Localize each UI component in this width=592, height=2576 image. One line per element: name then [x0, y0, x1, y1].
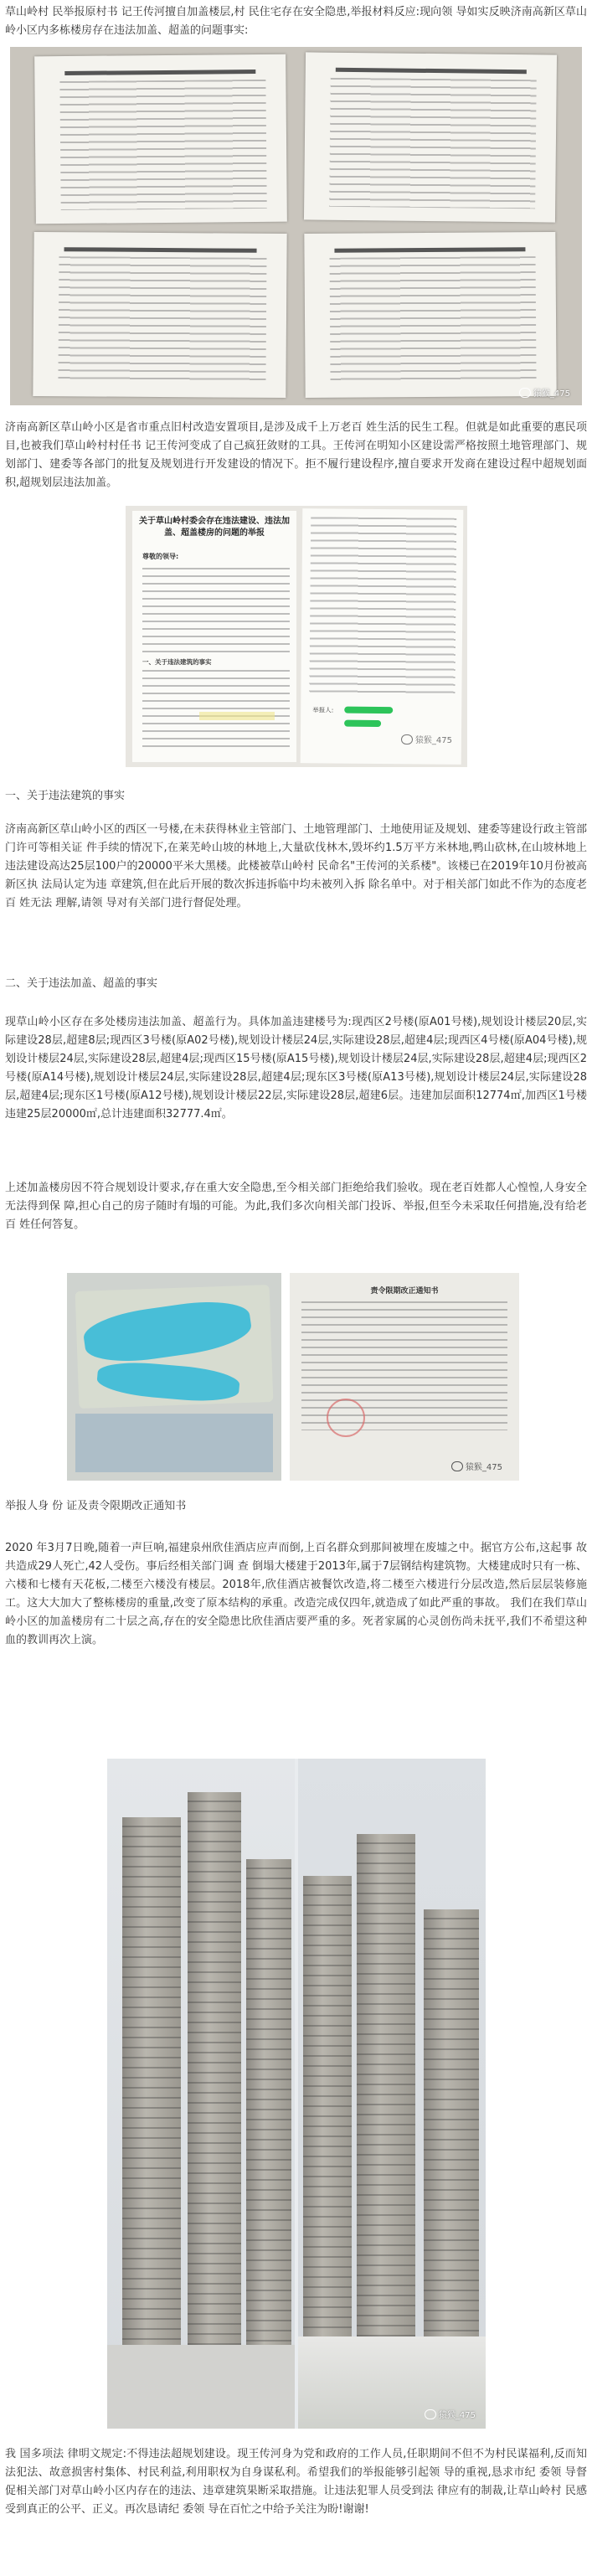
section-heading-illegal-buildings: 一、关于违法建筑的事实 [5, 790, 126, 802]
safety-paragraph: 上述加盖楼房因不符合规划设计要求,存在重大安全隐患,至今相关部门拒绝给我们验收。现在老百姓都人心惶惶,人身安全无法得到保 障,担心自己的房子随时有塌的可能。为此,我们多次向相关部门投诉、举报,但至今未采取任何措施,没有给老百 姓任何答复。 [5, 1182, 587, 1231]
report-salutation: 尊敬的领导: [142, 553, 179, 560]
project-paragraph: 济南高新区草山岭小区是省市重点旧村改造安置项目,是涉及成千上万老百 姓生活的民生工程。但就是如此重要的惠民项目,也被我们草山岭村村任书 记王传河变成了自己疯狂敛财的工具。王传河在明知小区建设需严格按照土地管理部门、规划部门、建委等各部门的批复及规划进行开发建设的情况下。拒不履行建设程序,擅自要求开发商在建设过程中超规划面积,超规划层违法加盖。 [5, 421, 587, 489]
id-card-photo [67, 1273, 281, 1481]
building-photo-left [107, 1759, 295, 2429]
building-photo-right [298, 1759, 486, 2429]
building [188, 1792, 241, 2429]
report-page-left [132, 511, 296, 762]
green-redaction-2 [344, 720, 381, 727]
intro-paragraph: 草山岭村 民举报原村书 记王传河擅自加盖楼层,村 民住宅存在安全隐患,举报材料反应:现向领 导如实反映济南高新区草山岭小区内多栋楼房存在违法加盖、超盖的问题事实: [5, 6, 587, 37]
building [357, 1834, 415, 2345]
building [303, 1876, 352, 2345]
report-heading: 一、关于违法建筑的事实 [142, 658, 212, 666]
photo-documents-grid [10, 47, 582, 405]
building [424, 1909, 479, 2345]
notice-title: 责令限期改正通知书 [370, 1287, 439, 1296]
report-page-right [301, 508, 464, 765]
report-title: 关于草山岭村委会存在违法建设、违法加盖、超盖楼房的问题的举报 [139, 517, 290, 538]
red-stamp [327, 1399, 365, 1437]
extra-floors-paragraph: 现草山岭小区存在多处楼房违法加盖、超盖行为。具体加盖违建楼号为:现西区2号楼(原A01号楼),规划设计楼层20层,实际建设28层,超建8层;现西区3号楼(原A02号楼),规划设计楼层24层,实际建设28层,超建4层;现西区4号楼(原A04号楼),规划设计楼层24层,实际建设28层,超建4层;现西区15号楼(原A15号楼),规划设计楼层24层,实际建设28层,超建4层;现西区2号楼(原A14号楼),规划设计楼层24层,实际建设28层,超建4层;现东区3号楼(原A13号楼),规划设计楼层24层,实际建设28层,超建4层;现东区1号楼(原A12号楼),规划设计楼层22层,实际建设28层,超建6层。违建加层面积12774㎡,加西区1号楼违建25层20000㎡,总计违建面积32777.4㎡。 [5, 1016, 587, 1121]
watermark: 猿猴_475 [451, 1460, 502, 1472]
notice-photo [290, 1273, 519, 1481]
building [122, 1817, 181, 2429]
photo-buildings [107, 1759, 486, 2429]
collapse-case-paragraph: 2020 年3月7日晚,随着一声巨响,福建泉州欣佳酒店应声而倒,上百名群众到那间被埋在废墟之中。据官方公布,这起事 故共造成29人死亡,42人受伤。事后经相关部门调 查 倒塌大楼建于2013年,属于7层钢结构建筑物。大楼建成时只有一栋、六楼和七楼有天花板,二楼至六楼没有楼层。2018年,欣佳酒店被餐饮改造,将二楼至六楼进行分层改造,然后层层装修施工。这大大加大了整栋楼房的重量,改变了原本结构的承重。改造完成仅四年,就造成了如此严重的事故。 我们在我们草山岭小区的加盖楼房有二十层之高,存在的安全隐患比欣佳酒店要严重的多。死者家属的心灵创伤尚未抚平,我们不希望这种血的教训再次上演。 [5, 1542, 587, 1646]
watermark: 猿猴_475 [519, 386, 570, 399]
report-signature: 举报人: [312, 706, 334, 714]
green-redaction [344, 707, 393, 714]
illegal-buildings-paragraph: 济南高新区草山岭小区的西区一号楼,在未获得林业主管部门、土地管理部门、土地使用证及规划、建委等建设行政主管部门许可等相关证 件手续的情况下,在莱芜岭山坡的林地上,大量砍伐林木,毁坏约1.5万平方米林地,鸭山砍林,在山坡林地上违法建设高达25层100户的20000平米大黑楼。此楼被草山岭村 民命名"王传河的关系楼"。该楼已在2019年10月份被高新区执 法局认定为违 章建筑,但在此后开展的数次拆违拆临中均未被列入拆 除名单中。对于相关部门如此不作为的态度老百 姓无法 理解,请领 导对有关部门进行督促处理。 [5, 823, 587, 909]
report-caption: 举报人身 份 证及责令限期改正通知书 [5, 1500, 187, 1512]
photo-id-and-notice [67, 1273, 519, 1481]
document-page-1 [34, 54, 287, 224]
photo-report-document [126, 506, 467, 767]
conclusion-paragraph: 我 国多项法 律明文规定:不得违法超规划建设。现王传河身为党和政府的工作人员,任职期间不但不为村民谋福利,反而知法犯法、故意损害村集体、村民利益,利用职权为自身谋私利。希望我们的举报能够引起领 导的重视,恳求市纪 委领 导督促相关部门对草山岭小区内存在的违法、违章建筑果断采取措施。让违法犯罪人员受到法 律应有的制裁,让草山岭村 民感受到真正的公平、正义。再次恳请纪 委领 导在百忙之中给予关注为盼!谢谢! [5, 2448, 587, 2516]
weibo-icon [425, 2409, 436, 2419]
watermark: 猿猴_475 [401, 733, 452, 745]
weibo-icon [519, 388, 531, 398]
section-heading-extra-floors: 二、关于违法加盖、超盖的事实 [5, 977, 158, 990]
document-page-4 [304, 232, 556, 398]
building [246, 1859, 291, 2429]
document-page-3 [33, 232, 286, 398]
weibo-icon [401, 734, 413, 744]
watermark: 猿猴_475 [425, 2408, 476, 2420]
document-page-2 [304, 52, 557, 222]
weibo-icon [451, 1461, 463, 1471]
highlight-mark [199, 712, 275, 720]
